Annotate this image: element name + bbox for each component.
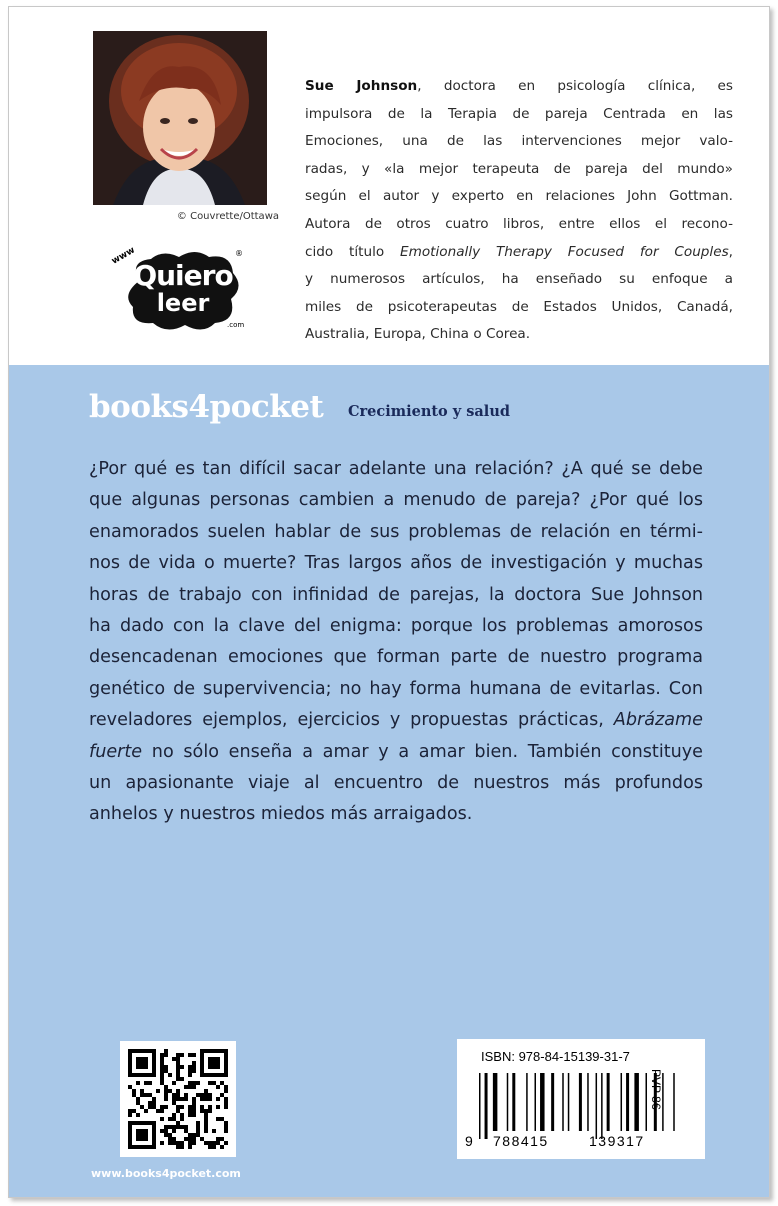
blurb-line: que algunas personas cambien a menudo de pareja? ¿Por qué los <box>89 490 703 511</box>
blurb-line: un apasionante viaje al encuentro de nuestros más profundos <box>89 773 703 794</box>
price-label: PVP 8€ <box>649 1069 663 1110</box>
bio-line: Autora de otros cuatro libros, entre ellos el recono- <box>305 215 733 232</box>
barcode-first-digit: 9 <box>465 1133 473 1149</box>
logo-leer-text: leer <box>156 289 210 317</box>
barcode-group-2: 139317 <box>589 1133 645 1149</box>
blurb-section <box>9 365 769 1197</box>
publisher-brand: books4pocket <box>89 389 324 425</box>
book-title-italic: Emotionally Therapy Focused for Couples <box>400 243 729 260</box>
book-title-italic: Abrázame <box>613 710 703 731</box>
logo-com: .com <box>227 321 245 329</box>
blurb-line: horas de trabajo con infinidad de parejas, la doctora Sue Johnson <box>89 584 703 605</box>
barcode-box <box>457 1039 705 1159</box>
bio-line: impulsora de la Terapia de pareja Centrada en las <box>305 105 733 122</box>
author-name: Sue Johnson <box>305 78 418 94</box>
collection-name: Crecimiento y salud <box>348 403 510 420</box>
bio-line: y numerosos artículos, ha enseñado su enfoque a <box>305 271 733 288</box>
qr-code[interactable] <box>120 1041 236 1157</box>
book-back-cover <box>8 6 770 1198</box>
bio-line: Australia, Europa, China o Corea. <box>305 326 531 343</box>
bio-line: según el autor y experto en relaciones John Gottman. <box>305 188 733 205</box>
qr-code-icon <box>120 1041 236 1157</box>
quiero-leer-logo[interactable] <box>109 245 249 345</box>
isbn-label: ISBN: 978-84-15139-31-7 <box>481 1049 630 1064</box>
blurb-line: desencadenan emociones que forman parte de nuestro programa <box>89 647 703 668</box>
author-bio <box>305 73 733 349</box>
blurb-line: nos de vida o muerte? Tras largos años de investigación y muchas <box>89 553 703 574</box>
blurb-line: anhelos y nuestros miedos más arraigados. <box>89 804 473 825</box>
logo-quiero-text: Quiero <box>133 259 233 292</box>
book-title-italic: fuerte <box>89 741 143 762</box>
logo-registered-mark: ® <box>235 249 243 258</box>
blurb-line: enamorados suelen hablar de sus problemas de relación en térmi- <box>89 521 703 542</box>
blurb-line: genético de supervivencia; no hay forma humana de evitarlas. Con <box>89 678 703 699</box>
bio-line: miles de psicoterapeutas de Estados Unidos, Canadá, <box>305 298 733 315</box>
website-url[interactable]: www.books4pocket.com <box>91 1167 241 1180</box>
book-blurb <box>89 454 703 831</box>
blurb-line: ha dado con la clave del enigma: porque los problemas amorosos <box>89 616 703 637</box>
bio-line: Sue Johnson, doctora en psicología clínica, es <box>305 78 733 94</box>
author-section <box>9 7 769 365</box>
bio-line: radas, y «la mejor terapeuta de pareja del mundo» <box>305 160 733 177</box>
author-photo <box>93 31 267 205</box>
blurb-line: ¿Por qué es tan difícil sacar adelante una relación? ¿A qué se debe <box>89 459 703 479</box>
bio-line: Emociones, una de las intervenciones mejor valo- <box>305 133 733 150</box>
barcode-group-1: 788415 <box>493 1133 549 1149</box>
photo-credit: © Couvrette/Ottawa <box>176 211 279 222</box>
blurb-line: reveladores ejemplos, ejercicios y propuestas prácticas, Abrázame <box>89 710 703 731</box>
author-portrait-icon <box>93 31 267 205</box>
logo-www: www <box>110 245 137 267</box>
bio-line: cido título Emotionally Therapy Focused for Couples, <box>305 243 733 260</box>
blurb-line: fuerte no sólo enseña a amar y a amar bien. También constituye <box>89 741 703 762</box>
